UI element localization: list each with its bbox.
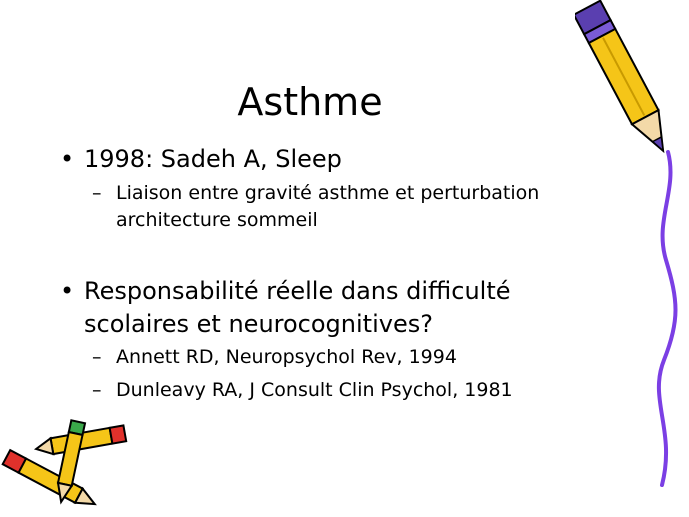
bullet-marker: •: [60, 145, 75, 173]
bullet-marker: •: [60, 277, 75, 305]
sub-marker: –: [92, 379, 102, 401]
sub-2-line-1: Annett RD, Neuropsychol Rev, 1994: [116, 346, 457, 368]
sub-1-line-1: Liaison entre gravité asthme et perturbation: [116, 182, 540, 204]
crossed-pencils-icon: [0, 415, 140, 515]
wavy-line: [640, 150, 689, 490]
bullet-2-line-1: Responsabilité réelle dans difficulté: [84, 277, 511, 305]
sub-marker: –: [92, 346, 102, 368]
sub-3-line-1: Dunleavy RA, J Consult Clin Psychol, 1981: [116, 379, 513, 401]
slide-title: Asthme: [237, 80, 383, 124]
bullet-2-line-2: scolaires et neurocognitives?: [84, 310, 433, 338]
bullet-1-text: 1998: Sadeh A, Sleep: [84, 145, 342, 173]
pencil-icon: [575, 0, 685, 165]
sub-1-line-2: architecture sommeil: [116, 209, 318, 231]
sub-marker: –: [92, 182, 102, 204]
